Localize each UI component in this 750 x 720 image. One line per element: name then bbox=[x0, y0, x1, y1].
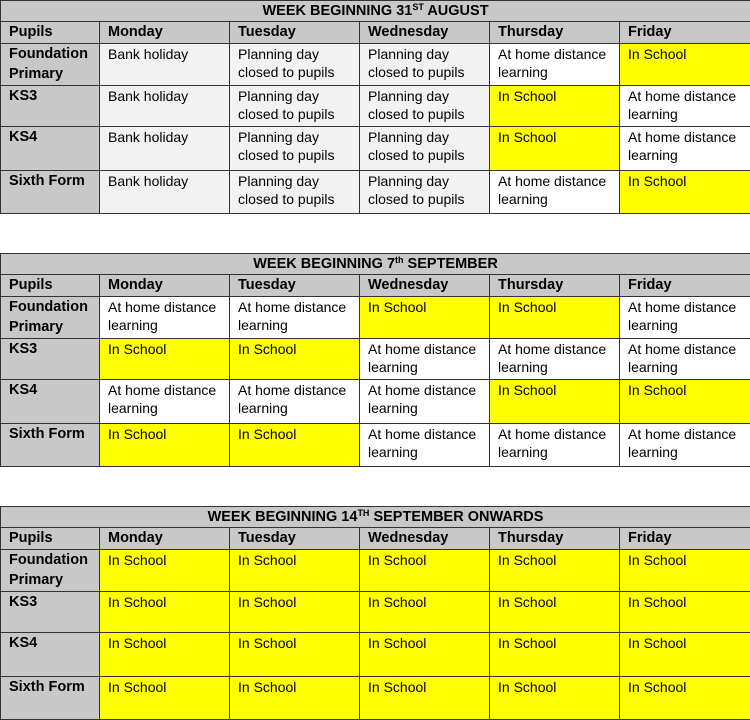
schedule-cell: In School bbox=[230, 677, 360, 720]
week-table-3 bbox=[0, 506, 750, 720]
pupil-label: Sixth Form bbox=[1, 424, 100, 467]
schedule-cell: In School bbox=[490, 127, 620, 171]
schedule-cell: In School bbox=[100, 424, 230, 467]
schedule-cell: In School bbox=[490, 633, 620, 677]
schedule-cell: At home distance learning bbox=[620, 297, 750, 339]
schedule-cell: At home distance learning bbox=[620, 424, 750, 467]
table-row bbox=[1, 633, 750, 677]
schedule-cell: In School bbox=[230, 339, 360, 380]
pupil-label: Foundation Primary bbox=[1, 44, 100, 86]
schedule-cell: Planning day closed to pupils bbox=[360, 171, 490, 214]
week-table-2 bbox=[0, 253, 750, 467]
schedule-cell: In School bbox=[620, 44, 750, 86]
week-title: WEEK BEGINNING 31ST AUGUST bbox=[1, 1, 750, 22]
table-row bbox=[1, 86, 750, 127]
schedule-cell: At home distance learning bbox=[490, 171, 620, 214]
schedule-cell: Bank holiday bbox=[100, 127, 230, 171]
schedule-cell: Planning day closed to pupils bbox=[360, 44, 490, 86]
table-row bbox=[1, 550, 750, 592]
week-table-1 bbox=[0, 0, 750, 214]
schedule-cell: In School bbox=[230, 550, 360, 592]
schedule-cell: Planning day closed to pupils bbox=[230, 127, 360, 171]
schedule-cell: Planning day closed to pupils bbox=[360, 86, 490, 127]
column-header-tuesday: Tuesday bbox=[230, 528, 360, 550]
week-title: WEEK BEGINNING 14TH SEPTEMBER ONWARDS bbox=[1, 507, 750, 528]
schedule-cell: At home distance learning bbox=[230, 297, 360, 339]
schedule-cell: At home distance learning bbox=[490, 44, 620, 86]
table-row bbox=[1, 380, 750, 424]
table-row bbox=[1, 171, 750, 214]
schedule-cell: In School bbox=[490, 677, 620, 720]
column-header-tuesday: Tuesday bbox=[230, 22, 360, 44]
column-header-monday: Monday bbox=[100, 275, 230, 297]
schedule-cell: In School bbox=[620, 171, 750, 214]
pupil-label: KS3 bbox=[1, 86, 100, 127]
table-row bbox=[1, 592, 750, 633]
schedule-cell: In School bbox=[490, 86, 620, 127]
column-header-friday: Friday bbox=[620, 275, 750, 297]
column-header-thursday: Thursday bbox=[490, 22, 620, 44]
schedule-cell: In School bbox=[230, 633, 360, 677]
pupil-label: KS3 bbox=[1, 592, 100, 633]
pupil-label: KS4 bbox=[1, 380, 100, 424]
pupil-label: Sixth Form bbox=[1, 677, 100, 720]
column-header-thursday: Thursday bbox=[490, 528, 620, 550]
schedule-cell: At home distance learning bbox=[490, 424, 620, 467]
schedule-cell: Planning day closed to pupils bbox=[230, 44, 360, 86]
column-header-wednesday: Wednesday bbox=[360, 22, 490, 44]
table-row bbox=[1, 424, 750, 467]
column-header-friday: Friday bbox=[620, 22, 750, 44]
schedule-cell: In School bbox=[100, 592, 230, 633]
schedule-cell: At home distance learning bbox=[360, 424, 490, 467]
schedule-cell: In School bbox=[360, 592, 490, 633]
schedule-cell: At home distance learning bbox=[490, 339, 620, 380]
schedule-cell: In School bbox=[360, 550, 490, 592]
schedule-cell: At home distance learning bbox=[360, 380, 490, 424]
schedule-cell: In School bbox=[100, 633, 230, 677]
column-header-monday: Monday bbox=[100, 22, 230, 44]
schedule-cell: In School bbox=[230, 592, 360, 633]
column-header-tuesday: Tuesday bbox=[230, 275, 360, 297]
schedule-cell: In School bbox=[360, 677, 490, 720]
schedule-cell: At home distance learning bbox=[360, 339, 490, 380]
table-row bbox=[1, 44, 750, 86]
schedule-cell: At home distance learning bbox=[100, 380, 230, 424]
schedule-cell: Bank holiday bbox=[100, 86, 230, 127]
column-header-pupils: Pupils bbox=[1, 275, 100, 297]
schedule-cell: In School bbox=[490, 297, 620, 339]
schedule-cell: In School bbox=[490, 380, 620, 424]
schedule-cell: In School bbox=[360, 633, 490, 677]
pupil-label: Sixth Form bbox=[1, 171, 100, 214]
pupil-label: Foundation Primary bbox=[1, 297, 100, 339]
pupil-label: KS4 bbox=[1, 127, 100, 171]
column-header-monday: Monday bbox=[100, 528, 230, 550]
schedule-cell: Planning day closed to pupils bbox=[230, 86, 360, 127]
column-header-thursday: Thursday bbox=[490, 275, 620, 297]
schedule-cell: In School bbox=[620, 633, 750, 677]
schedule-cell: At home distance learning bbox=[100, 297, 230, 339]
column-header-pupils: Pupils bbox=[1, 528, 100, 550]
schedule-cell: In School bbox=[100, 339, 230, 380]
table-row bbox=[1, 297, 750, 339]
schedule-cell: Planning day closed to pupils bbox=[360, 127, 490, 171]
column-header-pupils: Pupils bbox=[1, 22, 100, 44]
column-header-friday: Friday bbox=[620, 528, 750, 550]
schedule-cell: Planning day closed to pupils bbox=[230, 171, 360, 214]
table-row bbox=[1, 127, 750, 171]
schedule-cell: In School bbox=[620, 592, 750, 633]
schedule-cell: In School bbox=[100, 550, 230, 592]
column-header-wednesday: Wednesday bbox=[360, 275, 490, 297]
table-row bbox=[1, 677, 750, 720]
pupil-label: KS3 bbox=[1, 339, 100, 380]
schedule-cell: At home distance learning bbox=[620, 127, 750, 171]
schedule-cell: In School bbox=[490, 592, 620, 633]
schedule-cell: In School bbox=[490, 550, 620, 592]
schedule-cell: In School bbox=[100, 677, 230, 720]
pupil-label: Foundation Primary bbox=[1, 550, 100, 592]
schedule-cell: Bank holiday bbox=[100, 171, 230, 214]
schedule-cell: In School bbox=[360, 297, 490, 339]
schedule-cell: Bank holiday bbox=[100, 44, 230, 86]
schedule-cell: At home distance learning bbox=[620, 339, 750, 380]
column-header-wednesday: Wednesday bbox=[360, 528, 490, 550]
pupil-label: KS4 bbox=[1, 633, 100, 677]
table-row bbox=[1, 339, 750, 380]
schedule-cell: At home distance learning bbox=[620, 86, 750, 127]
schedule-cell: In School bbox=[230, 424, 360, 467]
schedule-cell: In School bbox=[620, 677, 750, 720]
schedule-cell: At home distance learning bbox=[230, 380, 360, 424]
schedule-cell: In School bbox=[620, 550, 750, 592]
week-title: WEEK BEGINNING 7th SEPTEMBER bbox=[1, 254, 750, 275]
schedule-cell: In School bbox=[620, 380, 750, 424]
